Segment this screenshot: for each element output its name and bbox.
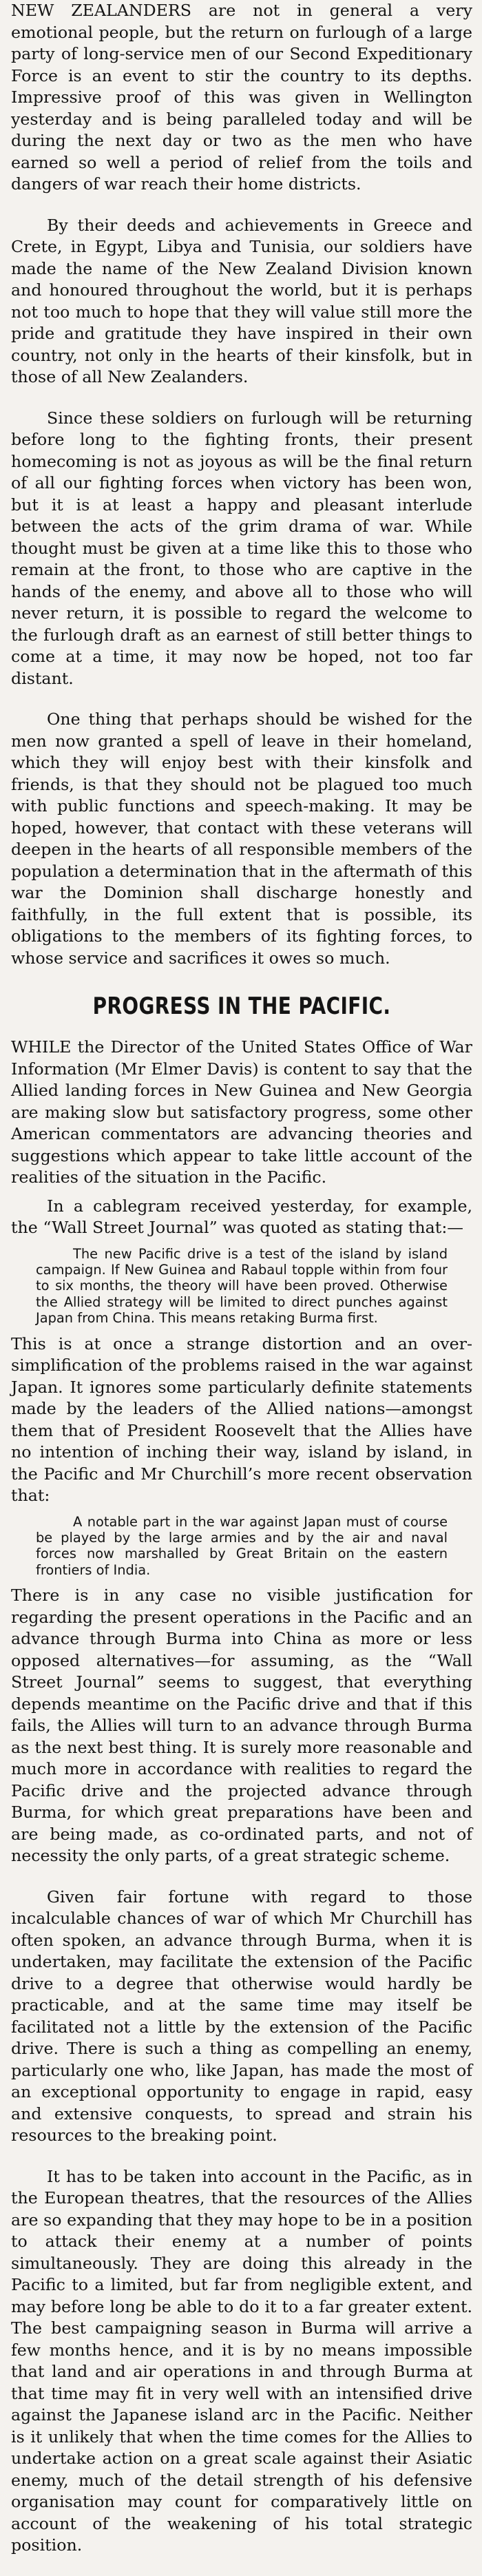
editorial-paragraph: This is at once a strange distortion and an over-simplification of the problems raised in the war against Japan. It ignores some particularly definite statements made by the leaders of the Allied nations—amongst them that of President Roosevelt that the Allies have no intention of inching their way, island by island, in the Pacific and Mr Churchill’s more recent observation that: <box>11 1333 472 1506</box>
block-quote: The new Pacific drive is a test of the island by island campaign. If New Guinea and Rabaul topple within from four to six months, the theory will have been proved. Otherwise the Allied strategy will be limited to direct punches against Japan from China. This means retaking Burma first. <box>36 1245 448 1327</box>
editorial-paragraph: NEW ZEALANDERS are not in general a very emotional people, but the return on furlough of a large party of long-service men of our Second Expeditionary Force is an event to stir the country to its depths. Impressive proof of this was given in Wellington yesterday and is being paralleled today and will be during the next day or two as the men who have earned so well a period of relief from the toils and dangers of war reach their home districts. <box>11 1 472 194</box>
editorial-paragraph: By their deeds and achievements in Greece and Crete, in Egypt, Libya and Tunisia, our soldiers have made the name of the New Zealand Division known and honoured throughout the world, but it is perhaps not too much to hope that they will value still more the pride and gratitude they have inspired in their own country, not only in the hearts of their kinsfolk, but in those of all New Zealanders. <box>11 215 472 386</box>
editorial-paragraph: Since these soldiers on furlough will be returning before long to the fighting fronts, their present homecoming is not as joyous as will be the final return of all our fighting forces when victory has been won, but it is at least a happy and pleasant interlude between the acts of the grim drama of war. While thought must be given at a time like this to those who remain at the front, to those who are captive in the hands of the enemy, and above all to those who will never return, it is possible to regard the welcome to the furlough draft as an earnest of still better things to come at a time, it may now be hoped, not too far distant. <box>11 408 472 688</box>
editorial-pacific <box>11 993 472 2557</box>
editorial-furlough <box>11 0 472 969</box>
editorial-paragraph: In a cablegram received yesterday, for example, the “Wall Street Journal” was quoted as stating that:— <box>11 1196 472 1237</box>
block-quote: A notable part in the war against Japan must of course be played by the large armies and by the air and naval forces now marshalled by Great Britain on the eastern frontiers of India. <box>36 1513 448 1578</box>
editorial-paragraph: There is in any case no visible justification for regarding the present operations in the Pacific and an advance through Burma into China as more or less opposed alternatives—for assuming, as the “Wall Street Journal” seems to suggest, that everything depends meantime on the Pacific drive and that if this fails, the Allies will turn to an advance through Burma as the next best thing. It is surely more reasonable and much more in accordance with realities to regard the Pacific drive and the projected advance through Burma, for which great preparations have been and are being made, as co-ordinated parts, and not of necessity the only parts, of a great strategic scheme. <box>11 1586 472 1866</box>
editorial-paragraph: Given fair fortune with regard to those incalculable chances of war of which Mr Churchill has often spoken, an advance through Burma, when it is undertaken, may facilitate the extension of the Pacific drive to a degree that otherwise would hardly be practicable, and at the same time may itself be facilitated not a little by the extension of the Pacific drive. There is such a thing as compelling an enemy, particularly one who, like Japan, has made the most of an exceptional opportunity to engage in rapid, easy and extensive conquests, to spread and strain his resources to the breaking point. <box>11 1887 472 2146</box>
editorial-paragraph: WHILE the Director of the United States Office of War Information (Mr Elmer Davis) is content to say that the Allied landing forces in New Guinea and New Georgia are making slow but satisfactory progress, some other American commentators are advancing theories and suggestions which appear to take little account of the realities of the situation in the Pacific. <box>11 1037 472 1187</box>
editorial-paragraph: It has to be taken into account in the Pacific, as in the European theatres, that the resources of the Allies are so expanding that they may hope to be in a position to attack their enemy at a number of points simultaneously. They are doing this already in the Pacific to a limited, but far from negligible extent, and may before long be able to do it to a far greater extent. The best campaigning season in Burma will arrive a few months hence, and it is by no means impossible that land and air operations in and through Burma at that time may fit in very well with an intensified drive against the Japanese island arc in the Pacific. Neither is it unlikely that when the time comes for the Allies to undertake action on a great scale against their Asiatic enemy, much of the detail strength of his defensive organisation may count for comparatively little on account of the weakening of his total strategic position. <box>11 2166 472 2555</box>
article-heading: PROGRESS IN THE PACIFIC. <box>92 993 391 1020</box>
editorial-paragraph: One thing that perhaps should be wished for the men now granted a spell of leave in their homeland, which they will enjoy best with their kinsfolk and friends, is that they should not be plagued too much with public functions and speech-making. It may be hoped, however, that contact with these veterans will deepen in the hearts of all responsible members of the population a determination that in the aftermath of this war the Dominion shall discharge honestly and faithfully, in the full extent that is possible, its obligations to the members of its fighting forces, to whose service and sacrifices it owes so much. <box>11 709 472 968</box>
